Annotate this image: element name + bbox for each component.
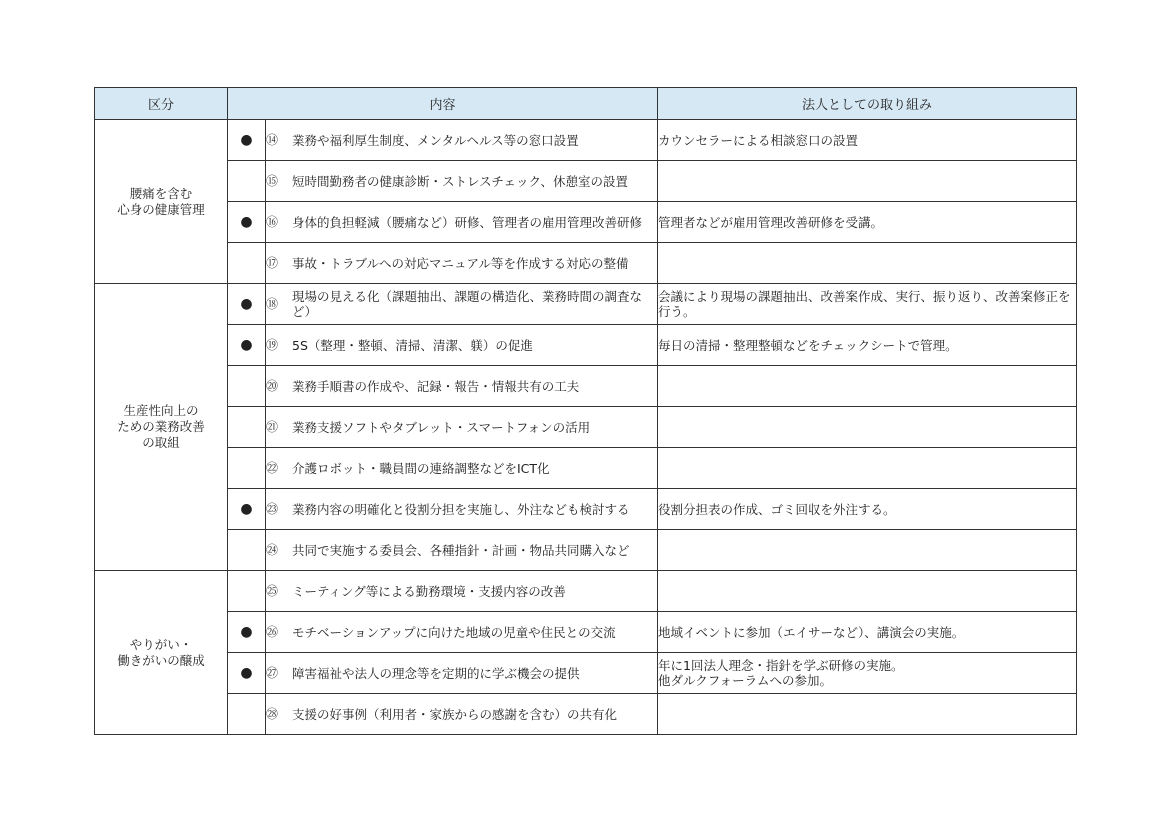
content-cell xyxy=(266,571,658,612)
implemented-mark xyxy=(228,530,266,571)
item-text: モチベーションアップに向けた地域の児童や住民との交流 xyxy=(292,624,616,640)
item-text: 5S（整理・整頓、清掃、清潔、躾）の促進 xyxy=(292,337,533,353)
header-content: 内容 xyxy=(228,88,658,120)
table-row xyxy=(95,694,1077,735)
table-row xyxy=(95,407,1077,448)
implemented-mark xyxy=(228,571,266,612)
header-category: 区分 xyxy=(95,88,228,120)
item-number: ⑯ xyxy=(266,215,279,229)
content-cell xyxy=(266,120,658,161)
effort-cell: 毎日の清掃・整理整頓などをチェックシートで管理。 xyxy=(658,325,1077,366)
implemented-mark: ● xyxy=(228,284,266,325)
item-text: 業務支援ソフトやタブレット・スマートフォンの活用 xyxy=(292,419,591,435)
implemented-mark: ● xyxy=(228,120,266,161)
content-cell xyxy=(266,612,658,653)
header-row xyxy=(95,88,1077,120)
effort-cell xyxy=(658,571,1077,612)
implemented-mark xyxy=(228,694,266,735)
implemented-mark xyxy=(228,161,266,202)
table-row xyxy=(95,243,1077,284)
effort-cell: カウンセラーによる相談窓口の設置 xyxy=(658,120,1077,161)
item-text: 介護ロボット・職員間の連絡調整などをICT化 xyxy=(292,460,550,476)
effort-cell xyxy=(658,161,1077,202)
item-number: ⑳ xyxy=(266,379,279,393)
content-cell xyxy=(266,407,658,448)
item-number: ⑰ xyxy=(266,256,279,270)
category-cell: 生産性向上の ための業務改善 の取組 xyxy=(95,284,228,571)
effort-cell: 年に1回法人理念・指針を学ぶ研修の実施。 他ダルクフォーラムへの参加。 xyxy=(658,653,1077,694)
implemented-mark xyxy=(228,448,266,489)
table-row xyxy=(95,120,1077,161)
table-row xyxy=(95,448,1077,489)
content-cell xyxy=(266,202,658,243)
table-body xyxy=(95,120,1077,735)
effort-cell xyxy=(658,530,1077,571)
implemented-mark: ● xyxy=(228,325,266,366)
effort-cell xyxy=(658,694,1077,735)
content-cell xyxy=(266,325,658,366)
implemented-mark: ● xyxy=(228,653,266,694)
effort-cell: 会議により現場の課題抽出、改善案作成、実行、振り返り、改善案修正を行う。 xyxy=(658,284,1077,325)
implemented-mark: ● xyxy=(228,612,266,653)
item-number: ⑭ xyxy=(266,133,279,147)
content-cell xyxy=(266,284,658,325)
item-text: 支援の好事例（利用者・家族からの感謝を含む）の共有化 xyxy=(292,706,618,722)
implemented-mark xyxy=(228,407,266,448)
table-row xyxy=(95,202,1077,243)
content-cell xyxy=(266,161,658,202)
item-text: 業務や福利厚生制度、メンタルヘルス等の窓口設置 xyxy=(292,132,579,148)
table-row xyxy=(95,612,1077,653)
table-row xyxy=(95,489,1077,530)
content-cell xyxy=(266,653,658,694)
effort-cell: 地域イベントに参加（エイサーなど）、講演会の実施。 xyxy=(658,612,1077,653)
table-row xyxy=(95,284,1077,325)
item-number: ⑮ xyxy=(266,174,279,188)
table-row xyxy=(95,530,1077,571)
item-text: 事故・トラブルへの対応マニュアル等を作成する対応の整備 xyxy=(292,255,629,271)
content-cell xyxy=(266,243,658,284)
effort-cell: 管理者などが雇用管理改善研修を受講。 xyxy=(658,202,1077,243)
effort-cell xyxy=(658,448,1077,489)
content-cell xyxy=(266,530,658,571)
header-effort: 法人としての取り組み xyxy=(658,88,1077,120)
item-text: ミーティング等による勤務環境・支援内容の改善 xyxy=(292,583,566,599)
item-number: ㉕ xyxy=(266,584,279,598)
item-number: ㉖ xyxy=(266,625,279,639)
item-text: 業務内容の明確化と役割分担を実施し、外注なども検討する xyxy=(292,501,630,517)
effort-cell xyxy=(658,243,1077,284)
content-cell xyxy=(266,366,658,407)
implemented-mark xyxy=(228,243,266,284)
table-row xyxy=(95,366,1077,407)
effort-cell xyxy=(658,407,1077,448)
item-number: ⑱ xyxy=(266,297,279,311)
effort-cell: 役割分担表の作成、ゴミ回収を外注する。 xyxy=(658,489,1077,530)
effort-cell xyxy=(658,366,1077,407)
item-text: 共同で実施する委員会、各種指針・計画・物品共同購入など xyxy=(292,542,630,558)
implemented-mark: ● xyxy=(228,489,266,530)
content-cell xyxy=(266,448,658,489)
measures-table xyxy=(94,87,1077,735)
implemented-mark xyxy=(228,366,266,407)
table-row xyxy=(95,161,1077,202)
item-number: ㉓ xyxy=(266,502,279,516)
item-text: 身体的負担軽減（腰痛など）研修、管理者の雇用管理改善研修 xyxy=(292,214,643,230)
item-number: ㉔ xyxy=(266,543,279,557)
item-number: ㉒ xyxy=(266,461,279,475)
item-text: 現場の見える化（課題抽出、課題の構造化、業務時間の調査など） xyxy=(292,289,643,319)
content-cell xyxy=(266,489,658,530)
item-number: ⑲ xyxy=(266,338,279,352)
table-row xyxy=(95,571,1077,612)
category-cell: やりがい・ 働きがいの醸成 xyxy=(95,571,228,735)
item-number: ㉘ xyxy=(266,707,279,721)
table-row xyxy=(95,653,1077,694)
item-number: ㉑ xyxy=(266,420,279,434)
item-text: 業務手順書の作成や、記録・報告・情報共有の工夫 xyxy=(292,378,580,394)
item-text: 短時間勤務者の健康診断・ストレスチェック、休憩室の設置 xyxy=(292,173,629,189)
content-cell xyxy=(266,694,658,735)
item-text: 障害福祉や法人の理念等を定期的に学ぶ機会の提供 xyxy=(292,665,580,681)
category-cell: 腰痛を含む 心身の健康管理 xyxy=(95,120,228,284)
implemented-mark: ● xyxy=(228,202,266,243)
table-row xyxy=(95,325,1077,366)
item-number: ㉗ xyxy=(266,666,279,680)
